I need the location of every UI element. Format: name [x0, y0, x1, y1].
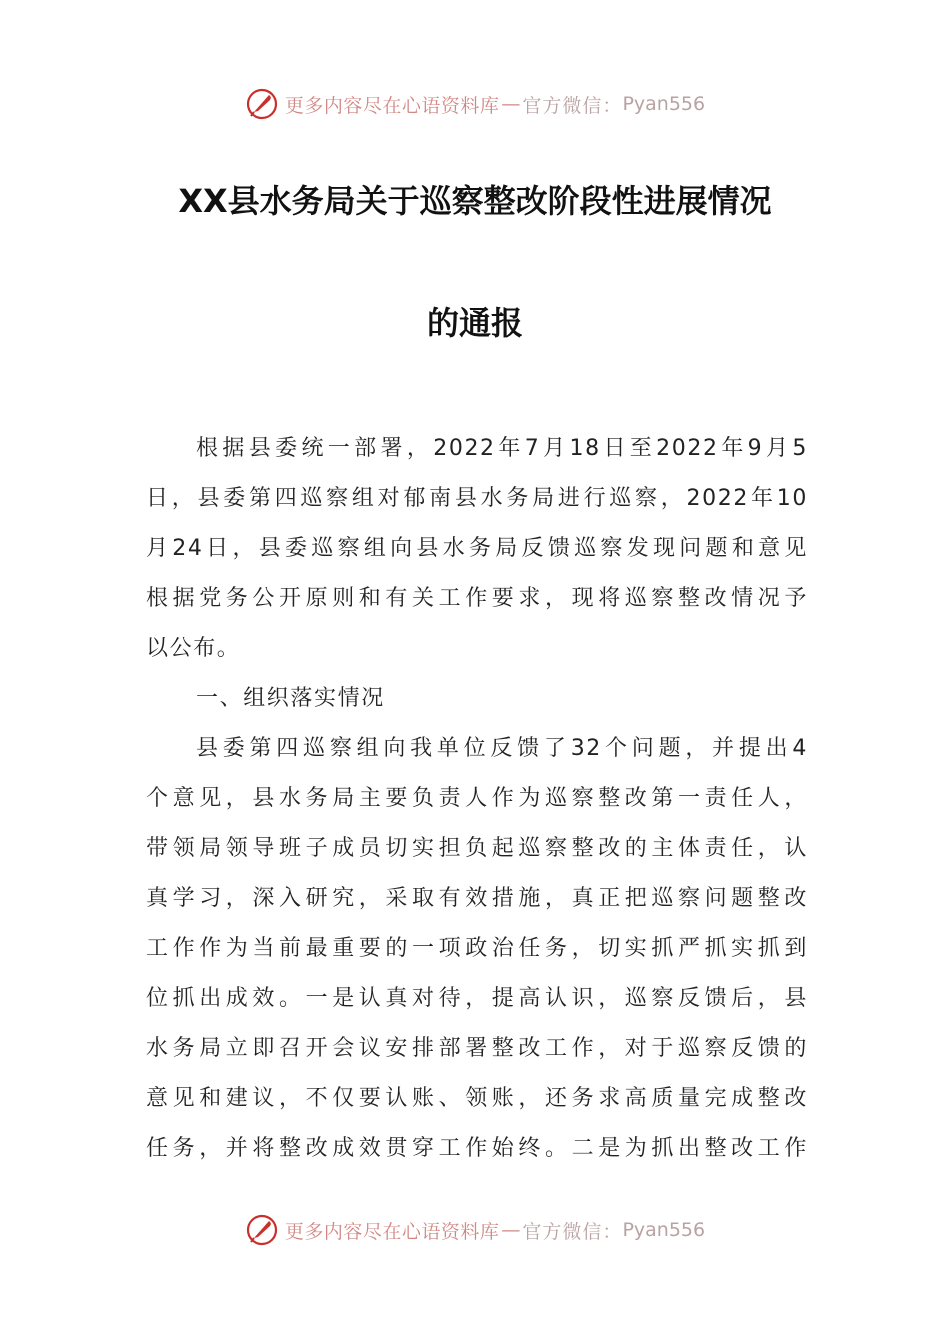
document-body: [146, 424, 808, 1174]
text-line: 真学习，深入研究，采取有效措施，真正把巡察问题整改: [146, 886, 808, 911]
quill-logo-icon: [245, 87, 279, 121]
promo-text: 更多内容尽在心语资料库: [284, 1220, 500, 1243]
banner-dash: —: [501, 1219, 521, 1241]
paragraph-organization: [146, 724, 808, 1174]
wechat-id: Pyan556: [622, 1219, 706, 1241]
wechat-id: Pyan556: [622, 93, 706, 115]
text-line: 工作作为当前最重要的一项政治任务，切实抓严抓实抓到: [146, 936, 808, 961]
text-line: 根据县委统一部署，2022年7月18日至2022年9月5: [196, 436, 808, 461]
header-banner: [0, 84, 950, 124]
document-title-line-1: XX县水务局关于巡察整改阶段性进展情况: [178, 182, 772, 220]
heading-line: 一、组织落实情况: [196, 686, 385, 711]
text-line: 位抓出成效。一是认真对待，提高认识，巡察反馈后，县: [146, 986, 808, 1011]
section-heading: [146, 674, 808, 724]
official-label: 官方微信：: [522, 94, 623, 117]
promo-text: 更多内容尽在心语资料库: [284, 94, 500, 117]
text-line: 以公布。: [146, 636, 241, 661]
official-label: 官方微信：: [522, 1220, 623, 1243]
text-line: 根据党务公开原则和有关工作要求，现将巡察整改情况予: [146, 586, 808, 611]
document-title-line-2: 的通报: [426, 304, 523, 342]
banner-dash: —: [501, 93, 521, 115]
text-line: 县委第四巡察组向我单位反馈了32个问题，并提出4: [196, 736, 808, 761]
text-line: 日，县委第四巡察组对郁南县水务局进行巡察，2022年10: [146, 486, 808, 511]
footer-banner: [0, 1210, 950, 1250]
text-line: 月24日，县委巡察组向县水务局反馈巡察发现问题和意见: [146, 536, 808, 561]
text-line: 意见和建议，不仅要认账、领账，还务求高质量完成整改: [146, 1086, 808, 1111]
text-line: 带领局领导班子成员切实担负起巡察整改的主体责任，认: [146, 836, 808, 861]
text-line: 任务，并将整改成效贯穿工作始终。二是为抓出整改工作: [146, 1136, 808, 1161]
text-line: 水务局立即召开会议安排部署整改工作，对于巡察反馈的: [146, 1036, 808, 1061]
paragraph-intro: [146, 424, 808, 674]
text-line: 个意见，县水务局主要负责人作为巡察整改第一责任人，: [146, 786, 808, 811]
quill-logo-icon: [245, 1213, 279, 1247]
